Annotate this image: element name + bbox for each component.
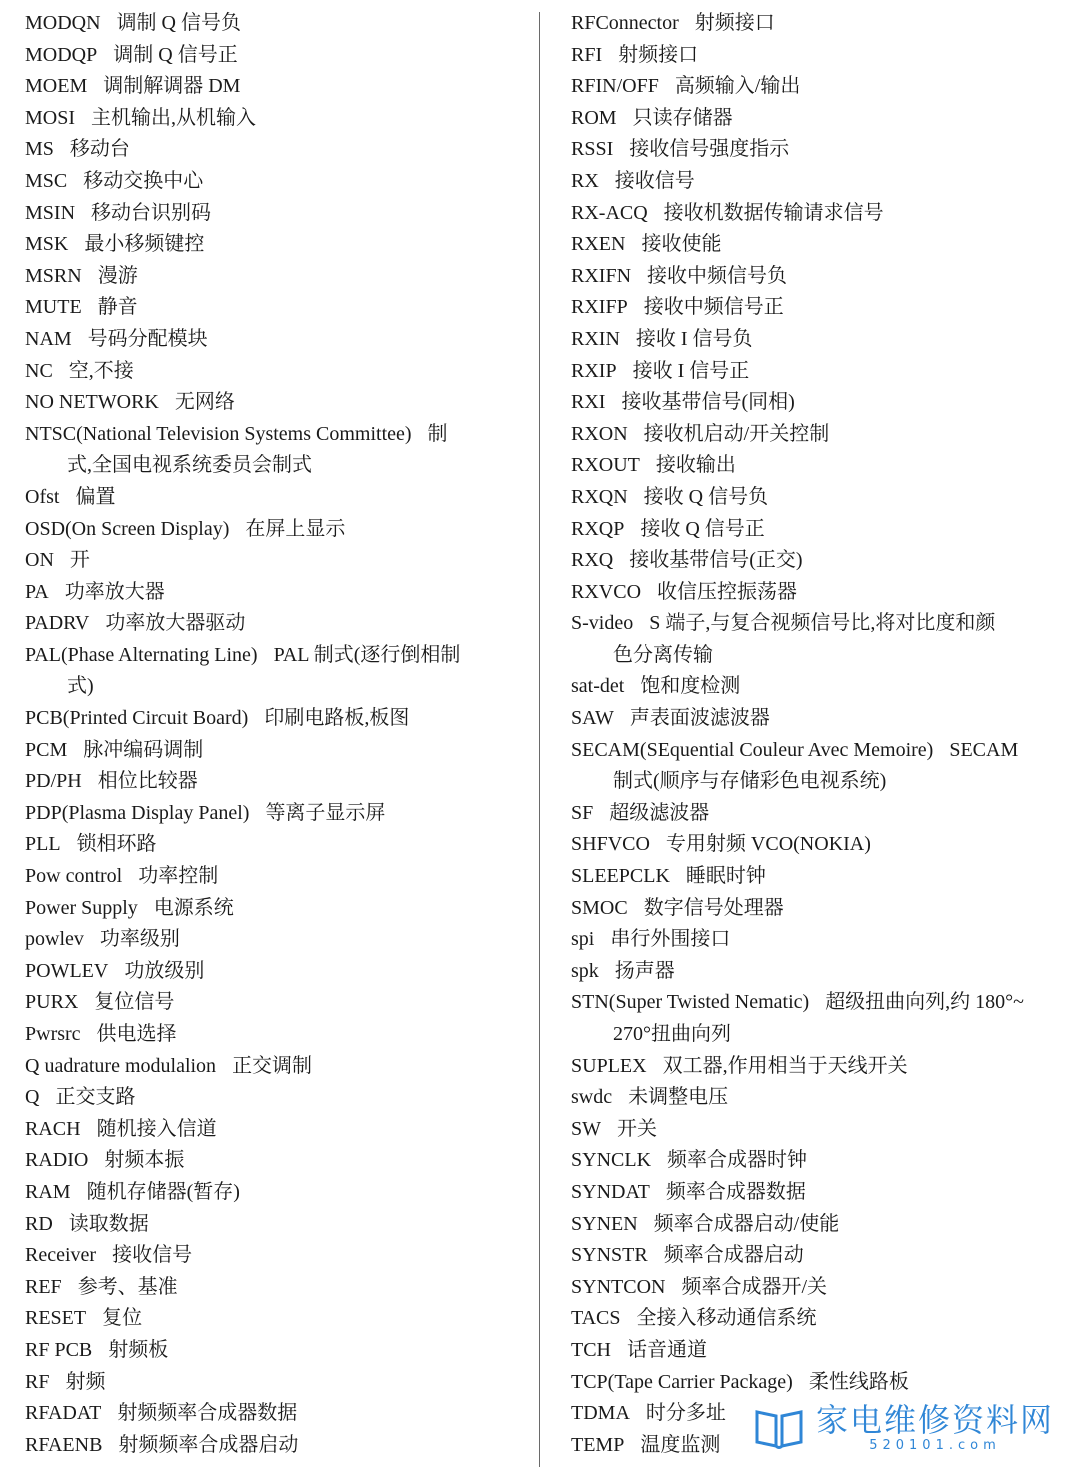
entry-term: spk bbox=[571, 959, 599, 982]
glossary-entry bbox=[25, 1367, 515, 1399]
entry-definition-continued: 270°扭曲向列 bbox=[613, 1023, 731, 1045]
entry-term: STN(Super Twisted Nematic) bbox=[571, 991, 810, 1014]
entry-definition: 只读存储器 bbox=[632, 106, 733, 129]
entry-term: SMOC bbox=[571, 896, 628, 919]
entry-definition: 正交支路 bbox=[55, 1086, 136, 1109]
entry-term: PD/PH bbox=[25, 770, 82, 793]
glossary-entry bbox=[25, 577, 515, 609]
entry-term: MSRN bbox=[25, 264, 82, 287]
entry-definition: 复位信号 bbox=[94, 991, 175, 1014]
entry-term: RX-ACQ bbox=[571, 201, 648, 224]
glossary-entry bbox=[571, 1145, 1061, 1177]
entry-term: PADRV bbox=[25, 612, 90, 635]
entry-term: SUPLEX bbox=[571, 1054, 647, 1077]
glossary-entry bbox=[25, 103, 515, 135]
entry-term: RXIFP bbox=[571, 296, 628, 319]
glossary-entry bbox=[571, 356, 1061, 388]
entry-term: NAM bbox=[25, 327, 72, 350]
watermark-url: 520101.com bbox=[869, 1438, 1001, 1453]
entry-definition: 频率合成器启动 bbox=[663, 1244, 804, 1267]
entry-term: MSIN bbox=[25, 201, 76, 224]
glossary-entry bbox=[571, 261, 1061, 293]
entry-term: RSSI bbox=[571, 138, 614, 161]
entry-definition: 接收中频信号正 bbox=[643, 296, 784, 319]
entry-definition: 射频频率合成器启动 bbox=[118, 1433, 299, 1456]
entry-definition-continued: 色分离传输 bbox=[613, 643, 713, 666]
entry-term: RFI bbox=[571, 43, 603, 66]
entry-definition: 射频本振 bbox=[104, 1149, 185, 1172]
glossary-entry bbox=[571, 893, 1061, 925]
entry-definition: 调制 Q 信号负 bbox=[116, 12, 242, 34]
entry-definition: 接收信号 bbox=[614, 169, 695, 192]
entry-term: Power Supply bbox=[25, 896, 138, 919]
entry-definition: 话音通道 bbox=[627, 1338, 707, 1361]
glossary-entry bbox=[25, 924, 515, 956]
entry-term: RFIN/OFF bbox=[571, 75, 659, 98]
entry-definition: 相位比较器 bbox=[97, 770, 198, 793]
glossary-entry bbox=[571, 1335, 1061, 1367]
glossary-entry bbox=[25, 1114, 515, 1146]
entry-definition: 主机输出,从机输入 bbox=[91, 106, 257, 129]
glossary-entry bbox=[25, 608, 515, 640]
entry-term: MUTE bbox=[25, 296, 82, 319]
glossary-entry bbox=[571, 829, 1061, 861]
entry-term: RACH bbox=[25, 1117, 81, 1140]
glossary-entry bbox=[25, 1272, 515, 1304]
entry-definition: 接收机数据传输请求信号 bbox=[663, 201, 884, 224]
entry-definition: PAL 制式(逐行倒相制 bbox=[273, 643, 461, 666]
entry-definition: 供电选择 bbox=[96, 1023, 177, 1045]
glossary-entry bbox=[571, 419, 1061, 451]
entry-term: SF bbox=[571, 801, 594, 824]
entry-definition: 功放级别 bbox=[124, 959, 205, 982]
glossary-entry bbox=[25, 387, 515, 419]
entry-definition: 睡眠时钟 bbox=[685, 865, 766, 888]
entry-term: swdc bbox=[571, 1086, 613, 1109]
glossary-entry bbox=[571, 103, 1061, 135]
entry-term: Pow control bbox=[25, 865, 123, 888]
entry-definition: 移动交换中心 bbox=[83, 169, 204, 192]
entry-definition-continued: 制式(顺序与存储彩色电视系统) bbox=[613, 770, 887, 793]
entry-definition: 接收使能 bbox=[641, 233, 722, 256]
entry-definition: 接收基带信号(同相) bbox=[621, 391, 795, 414]
entry-definition-continued: 式,全国电视系统委员会制式 bbox=[67, 454, 312, 477]
entry-definition: 双工器,作用相当于天线开关 bbox=[662, 1054, 908, 1077]
entry-term: spi bbox=[571, 928, 595, 951]
entry-term: SLEEPCLK bbox=[571, 865, 670, 888]
glossary-entry bbox=[571, 40, 1061, 72]
glossary-entry bbox=[571, 1114, 1061, 1146]
glossary-entry bbox=[571, 1367, 1061, 1399]
watermark-title: 家电维修资料网 bbox=[815, 1401, 1054, 1439]
glossary-entry bbox=[571, 1177, 1061, 1209]
entry-term: POWLEV bbox=[25, 959, 109, 982]
entry-definition: SECAM bbox=[949, 738, 1019, 761]
entry-definition: 接收基带信号(正交) bbox=[629, 549, 803, 572]
entry-definition: 脉冲编码调制 bbox=[83, 738, 204, 761]
entry-definition: 接收输出 bbox=[655, 454, 736, 477]
glossary-entry bbox=[571, 8, 1061, 40]
entry-definition: 电源系统 bbox=[153, 896, 234, 919]
entry-definition: S 端子,与复合视频信号比,将对比度和颜 bbox=[649, 612, 996, 635]
entry-term: RXIP bbox=[571, 359, 617, 382]
glossary-entry bbox=[25, 356, 515, 388]
entry-definition: 射频板 bbox=[108, 1338, 169, 1361]
entry-definition: 接收 I 信号负 bbox=[635, 327, 753, 350]
entry-definition: 饱和度检测 bbox=[640, 675, 741, 698]
glossary-entry bbox=[25, 419, 515, 482]
entry-term: MOSI bbox=[25, 106, 76, 129]
glossary-entry bbox=[571, 198, 1061, 230]
entry-definition: 射频 bbox=[65, 1370, 106, 1393]
glossary-entry bbox=[25, 861, 515, 893]
glossary-entry bbox=[571, 1272, 1061, 1304]
glossary-entry bbox=[571, 1240, 1061, 1272]
glossary-entry bbox=[25, 735, 515, 767]
book-icon bbox=[754, 1406, 804, 1450]
glossary-entry bbox=[571, 482, 1061, 514]
glossary-entry bbox=[25, 1240, 515, 1272]
glossary-entry bbox=[25, 1398, 515, 1430]
glossary-entry bbox=[25, 640, 515, 703]
entry-term: powlev bbox=[25, 928, 84, 951]
entry-term: RXQN bbox=[571, 485, 628, 508]
entry-definition: 制 bbox=[427, 422, 448, 445]
entry-term: NO NETWORK bbox=[25, 391, 159, 414]
entry-term: OSD(On Screen Display) bbox=[25, 517, 230, 540]
entry-term: PA bbox=[25, 580, 49, 603]
entry-term: RXOUT bbox=[571, 454, 640, 477]
entry-term: SYNCLK bbox=[571, 1149, 652, 1172]
entry-definition: 频率合成器时钟 bbox=[667, 1149, 808, 1172]
entry-definition: 在屏上显示 bbox=[245, 517, 346, 540]
entry-definition-continued: 式) bbox=[67, 675, 94, 698]
entry-definition: 功率放大器驱动 bbox=[105, 612, 246, 635]
entry-term: PLL bbox=[25, 833, 61, 856]
entry-term: RXON bbox=[571, 422, 628, 445]
glossary-entry bbox=[571, 703, 1061, 735]
entry-term: RXIN bbox=[571, 327, 620, 350]
entry-definition: 射频接口 bbox=[618, 43, 699, 66]
glossary-entry bbox=[25, 1209, 515, 1241]
entry-term: Ofst bbox=[25, 485, 60, 508]
glossary-entry bbox=[571, 545, 1061, 577]
entry-term: RF PCB bbox=[25, 1338, 93, 1361]
entry-term: ROM bbox=[571, 106, 617, 129]
glossary-column-left bbox=[25, 8, 515, 1461]
glossary-entry bbox=[571, 1209, 1061, 1241]
entry-term: NC bbox=[25, 359, 53, 382]
entry-definition: 频率合成器开/关 bbox=[681, 1275, 828, 1298]
glossary-entry bbox=[571, 324, 1061, 356]
entry-definition: 参考、基准 bbox=[77, 1275, 178, 1298]
entry-definition: 静音 bbox=[97, 296, 138, 319]
entry-definition: 随机存储器(暂存) bbox=[86, 1180, 240, 1203]
glossary-column-right bbox=[571, 8, 1061, 1461]
entry-term: RFAENB bbox=[25, 1433, 103, 1456]
entry-definition: 功率控制 bbox=[138, 865, 219, 888]
entry-definition: 接收信号强度指示 bbox=[629, 138, 790, 161]
entry-term: RXVCO bbox=[571, 580, 642, 603]
entry-term: RXI bbox=[571, 391, 606, 414]
entry-definition: 未调整电压 bbox=[628, 1086, 729, 1109]
glossary-entry bbox=[25, 1335, 515, 1367]
glossary-entry bbox=[25, 956, 515, 988]
entry-term: NTSC(National Television Systems Committee) bbox=[25, 422, 412, 445]
entry-definition: 等离子显示屏 bbox=[265, 801, 386, 824]
entry-term: PDP(Plasma Display Panel) bbox=[25, 801, 250, 824]
glossary-entry bbox=[25, 134, 515, 166]
glossary-entry bbox=[25, 1082, 515, 1114]
entry-term: SECAM(SEquential Couleur Avec Memoire) bbox=[571, 738, 934, 761]
entry-term: RXIFN bbox=[571, 264, 632, 287]
entry-definition: 接收 I 信号正 bbox=[632, 359, 750, 382]
glossary-entry bbox=[571, 229, 1061, 261]
entry-definition: 全接入移动通信系统 bbox=[636, 1307, 817, 1330]
glossary-entry bbox=[571, 1082, 1061, 1114]
glossary-entry bbox=[25, 261, 515, 293]
glossary-entry bbox=[25, 40, 515, 72]
entry-term: TEMP bbox=[571, 1433, 625, 1456]
column-divider bbox=[539, 12, 540, 1467]
entry-term: MSK bbox=[25, 233, 69, 256]
glossary-entry bbox=[25, 1145, 515, 1177]
entry-definition: 时分多址 bbox=[645, 1402, 726, 1425]
entry-term: SYNEN bbox=[571, 1212, 638, 1235]
glossary-entry bbox=[25, 8, 515, 40]
entry-definition: 号码分配模块 bbox=[87, 327, 208, 350]
entry-definition: 印刷电路板,板图 bbox=[264, 707, 410, 730]
entry-definition: 开 bbox=[69, 549, 90, 572]
entry-definition: 移动台识别码 bbox=[91, 201, 212, 224]
glossary-entry bbox=[571, 671, 1061, 703]
entry-term: RFADAT bbox=[25, 1402, 102, 1425]
glossary-entry bbox=[571, 514, 1061, 546]
entry-term: SYNDAT bbox=[571, 1180, 650, 1203]
glossary-entry bbox=[571, 956, 1061, 988]
entry-definition: 射频频率合成器数据 bbox=[117, 1402, 298, 1425]
entry-term: PURX bbox=[25, 991, 79, 1014]
entry-term: RAM bbox=[25, 1180, 71, 1203]
glossary-entry bbox=[571, 1051, 1061, 1083]
entry-definition: 调制 Q 信号正 bbox=[113, 43, 238, 66]
entry-term: RXQ bbox=[571, 549, 614, 572]
glossary-entry bbox=[571, 292, 1061, 324]
glossary-entry bbox=[571, 608, 1061, 671]
entry-term: RFConnector bbox=[571, 12, 679, 34]
entry-term: TCH bbox=[571, 1338, 611, 1361]
glossary-entry bbox=[25, 893, 515, 925]
glossary-entry bbox=[25, 829, 515, 861]
glossary-entry bbox=[25, 324, 515, 356]
glossary-entry bbox=[25, 166, 515, 198]
glossary-entry bbox=[25, 292, 515, 324]
entry-definition: 功率放大器 bbox=[64, 580, 165, 603]
entry-definition: 柔性线路板 bbox=[808, 1370, 909, 1393]
entry-term: MS bbox=[25, 138, 54, 161]
glossary-entry bbox=[25, 987, 515, 1019]
entry-term: SYNTCON bbox=[571, 1275, 666, 1298]
entry-definition: 复位 bbox=[102, 1307, 143, 1330]
entry-term: REF bbox=[25, 1275, 62, 1298]
entry-term: MOEM bbox=[25, 75, 88, 98]
entry-definition: 漫游 bbox=[97, 264, 138, 287]
entry-term: Pwrsrc bbox=[25, 1023, 81, 1045]
glossary-entry bbox=[571, 987, 1061, 1050]
glossary-entry bbox=[25, 798, 515, 830]
entry-definition: 扬声器 bbox=[614, 959, 675, 982]
entry-definition: 频率合成器数据 bbox=[665, 1180, 806, 1203]
entry-term: MODQN bbox=[25, 12, 101, 34]
entry-definition: 调制解调器 DM bbox=[103, 75, 241, 98]
entry-definition: 高频输入/输出 bbox=[674, 75, 801, 98]
entry-term: RESET bbox=[25, 1307, 87, 1330]
glossary-entry bbox=[25, 71, 515, 103]
entry-term: SAW bbox=[571, 707, 614, 730]
glossary-entry bbox=[571, 924, 1061, 956]
entry-definition: 超级扭曲向列,约 180°~ bbox=[825, 991, 1025, 1014]
entry-term: MODQP bbox=[25, 43, 98, 66]
entry-definition: 空,不接 bbox=[68, 359, 134, 382]
entry-term: SYNSTR bbox=[571, 1244, 648, 1267]
entry-term: sat-det bbox=[571, 675, 625, 698]
entry-term: RADIO bbox=[25, 1149, 89, 1172]
glossary-entry bbox=[25, 1051, 515, 1083]
glossary-entry bbox=[571, 1303, 1061, 1335]
entry-term: SW bbox=[571, 1117, 601, 1140]
glossary-entry bbox=[25, 514, 515, 546]
entry-term: Q bbox=[25, 1086, 40, 1109]
entry-definition: 偏置 bbox=[75, 485, 116, 508]
entry-term: TACS bbox=[571, 1307, 621, 1330]
entry-term: TCP(Tape Carrier Package) bbox=[571, 1370, 793, 1393]
glossary-entry bbox=[25, 1019, 515, 1051]
entry-term: SHFVCO bbox=[571, 833, 650, 856]
glossary-entry bbox=[25, 1177, 515, 1209]
entry-term: PAL(Phase Alternating Line) bbox=[25, 643, 258, 666]
entry-definition: 频率合成器启动/使能 bbox=[653, 1212, 840, 1235]
glossary-entry bbox=[25, 198, 515, 230]
entry-term: MSC bbox=[25, 169, 68, 192]
entry-definition: 射频接口 bbox=[694, 12, 775, 34]
entry-term: PCM bbox=[25, 738, 68, 761]
entry-definition: 接收信号 bbox=[112, 1244, 193, 1267]
entry-definition: 随机接入信道 bbox=[96, 1117, 217, 1140]
glossary-entry bbox=[571, 71, 1061, 103]
entry-definition: 接收 Q 信号负 bbox=[643, 485, 769, 508]
glossary-entry bbox=[571, 166, 1061, 198]
entry-definition: 功率级别 bbox=[99, 928, 180, 951]
entry-term: ON bbox=[25, 549, 54, 572]
entry-definition: 专用射频 VCO(NOKIA) bbox=[665, 833, 871, 856]
entry-definition: 超级滤波器 bbox=[609, 801, 710, 824]
glossary-entry bbox=[571, 134, 1061, 166]
entry-term: RF bbox=[25, 1370, 50, 1393]
glossary-entry bbox=[571, 450, 1061, 482]
entry-definition: 读取数据 bbox=[68, 1212, 149, 1235]
glossary-entry bbox=[25, 703, 515, 735]
entry-definition: 温度监测 bbox=[640, 1433, 721, 1456]
entry-definition: 开关 bbox=[617, 1117, 657, 1140]
entry-term: TDMA bbox=[571, 1402, 630, 1425]
entry-definition: 串行外围接口 bbox=[610, 928, 731, 951]
entry-term: Receiver bbox=[25, 1244, 97, 1267]
glossary-entry bbox=[571, 387, 1061, 419]
entry-term: Q uadrature modulalion bbox=[25, 1054, 217, 1077]
entry-term: RD bbox=[25, 1212, 53, 1235]
glossary-entry bbox=[25, 545, 515, 577]
glossary-entry bbox=[25, 1430, 515, 1462]
entry-definition: 接收中频信号负 bbox=[647, 264, 788, 287]
entry-term: PCB(Printed Circuit Board) bbox=[25, 707, 249, 730]
entry-definition: 无网络 bbox=[174, 391, 235, 414]
glossary-entry bbox=[25, 229, 515, 261]
entry-term: RXEN bbox=[571, 233, 626, 256]
entry-term: RX bbox=[571, 169, 599, 192]
glossary-entry bbox=[25, 1303, 515, 1335]
entry-definition: 收信压控振荡器 bbox=[657, 580, 798, 603]
glossary-entry bbox=[571, 798, 1061, 830]
entry-definition: 声表面波滤波器 bbox=[629, 707, 770, 730]
glossary-entry bbox=[571, 861, 1061, 893]
entry-definition: 接收机启动/开关控制 bbox=[643, 422, 830, 445]
glossary-entry bbox=[571, 735, 1061, 798]
entry-definition: 移动台 bbox=[69, 138, 130, 161]
entry-term: RXQP bbox=[571, 517, 625, 540]
glossary-entry bbox=[25, 766, 515, 798]
entry-definition: 数字信号处理器 bbox=[643, 896, 784, 919]
entry-definition: 最小移频键控 bbox=[84, 233, 205, 256]
glossary-entry bbox=[571, 577, 1061, 609]
entry-definition: 锁相环路 bbox=[76, 833, 157, 856]
entry-term: S-video bbox=[571, 612, 634, 635]
site-watermark bbox=[754, 1402, 1054, 1454]
glossary-entry bbox=[25, 482, 515, 514]
entry-definition: 正交调制 bbox=[232, 1054, 313, 1077]
entry-definition: 接收 Q 信号正 bbox=[640, 517, 765, 540]
